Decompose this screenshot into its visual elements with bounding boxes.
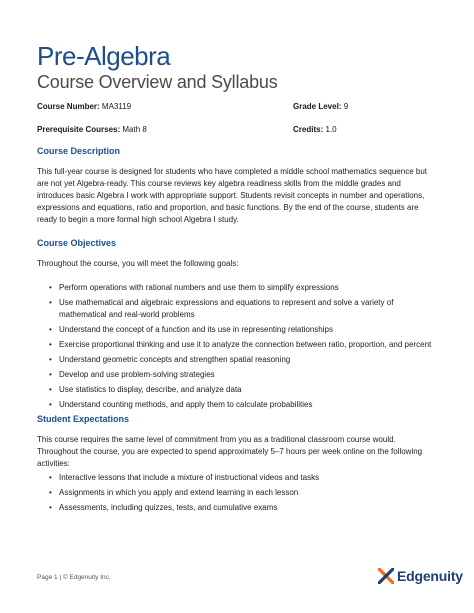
list-item: • Use mathematical and algebraic expressions and equations to represent and solve a variety of mathematical and real-world problems (49, 297, 439, 321)
prereq-value: Math 8 (122, 125, 147, 134)
list-item: • Understand geometric concepts and strengthen spatial reasoning (49, 354, 439, 366)
list-item: • Perform operations with rational numbers and use them to simplify expressions (49, 282, 439, 294)
credits-value: 1.0 (325, 125, 337, 134)
list-item: • Develop and use problem-solving strategies (49, 369, 439, 381)
prerequisites (37, 125, 147, 135)
list-item: • Assignments in which you apply and extend learning in each lesson (49, 487, 439, 499)
list-item: • Assessments, including quizzes, tests, and cumulative exams (49, 502, 439, 514)
list-item: • Use statistics to display, describe, and analyze data (49, 384, 439, 396)
course-number-label: Course Number: (37, 102, 100, 111)
grade-level-label: Grade Level: (293, 102, 342, 111)
course-objectives-intro: Throughout the course, you will meet the following goals: (37, 259, 239, 268)
course-description-text: This full-year course is designed for students who have completed a middle school mathematics sequence but are not yet Algebra-ready. This course reviews key algebra readiness skills from the middle grades and introduces basic Algebra I work with appropriate support. Students revisit concepts in number and operations, expressions and equations, ratio and proportion, and basic functions. By the end of the course, students are ready to begin a more formal high school Algebra I study. (37, 167, 427, 224)
course-objectives-heading: Course Objectives (37, 238, 117, 248)
list-item: • Understand the concept of a function and its use in representing relationships (49, 324, 439, 336)
edgenuity-x-icon (378, 568, 394, 584)
list-item: • Understand counting methods, and apply them to calculate probabilities (49, 399, 439, 411)
logo-wordmark: Edgenuity (397, 568, 463, 584)
student-expectations-heading: Student Expectations (37, 414, 130, 424)
grade-level (293, 102, 348, 112)
grade-level-value: 9 (343, 102, 349, 111)
credits-label: Credits: (293, 125, 324, 134)
student-expectations-intro: This course requires the same level of commitment from you as a traditional classroom course would. Throughout the course, you are expected to spend approximately 5–7 hours per week online on the following activities: (37, 435, 423, 468)
course-description-heading: Course Description (37, 146, 121, 156)
edgenuity-logo (378, 566, 468, 586)
footer-page-text: Page 1 | © Edgenuity Inc. (37, 574, 111, 581)
expectations-list (49, 472, 439, 517)
course-number-value: MA3119 (101, 102, 132, 111)
prereq-label: Prerequisite Courses: (37, 125, 121, 134)
objectives-list (49, 282, 439, 414)
page-subtitle: Course Overview and Syllabus (37, 72, 278, 92)
course-number (37, 102, 131, 112)
credits (293, 125, 337, 135)
list-item: • Interactive lessons that include a mixture of instructional videos and tasks (49, 472, 439, 484)
page-title: Pre-Algebra (37, 41, 171, 71)
list-item: • Exercise proportional thinking and use it to analyze the connection between ratio, proportion, and percent (49, 339, 439, 351)
